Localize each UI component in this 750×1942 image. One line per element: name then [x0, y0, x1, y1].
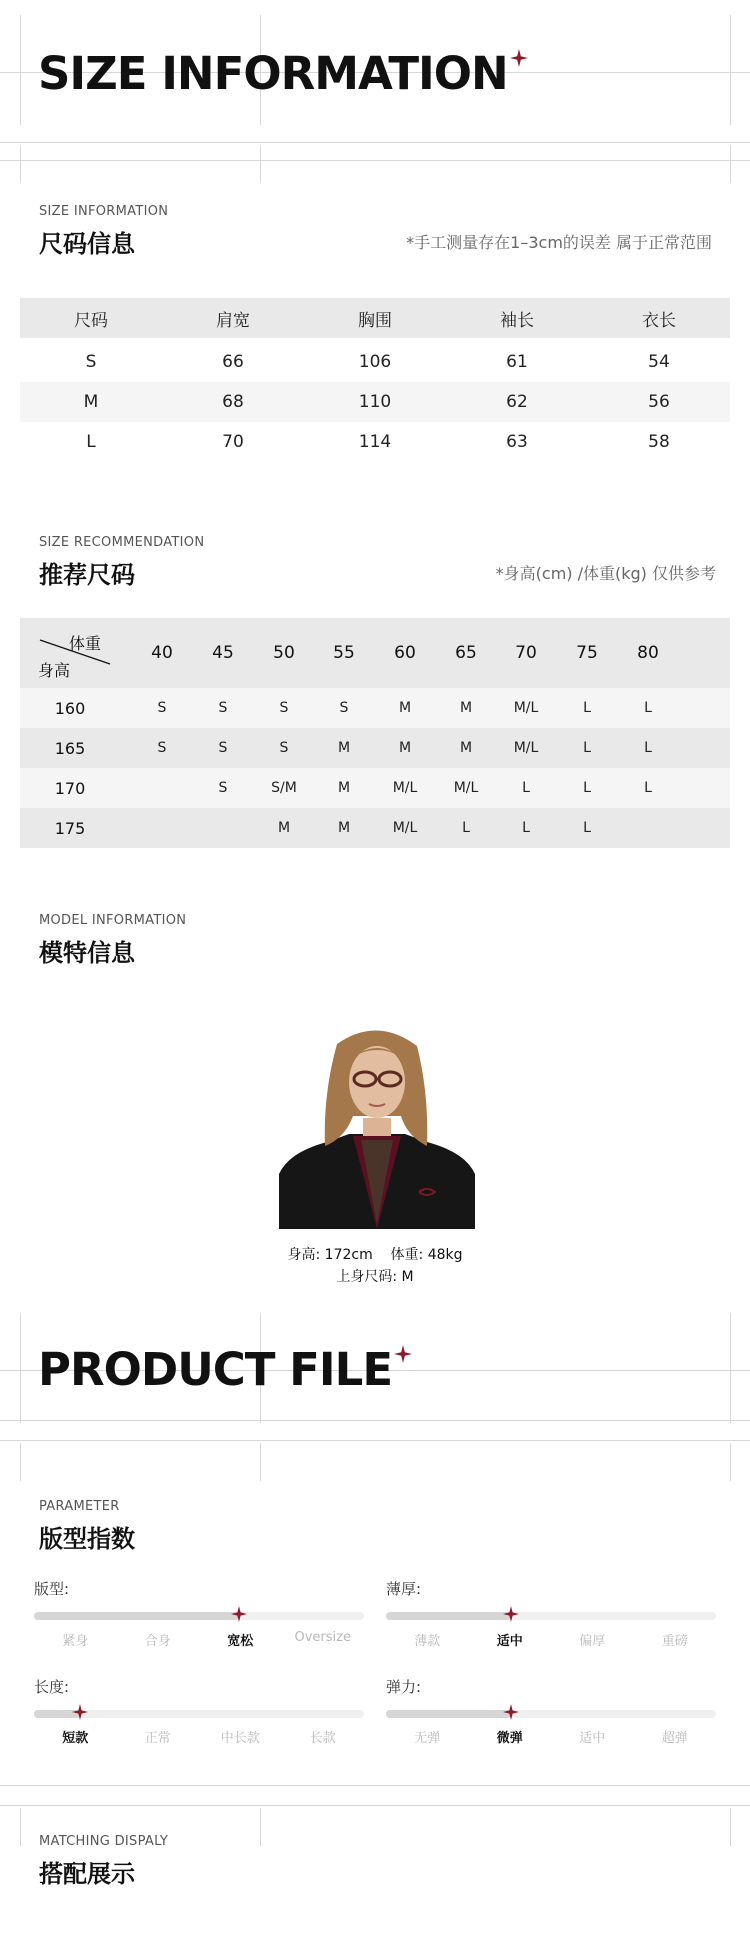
product-file-title-text: PRODUCT FILE	[38, 1343, 393, 1396]
table-cell: L	[583, 780, 591, 796]
table-cell: 110	[358, 392, 392, 412]
table-row	[20, 422, 730, 462]
height-label: 160	[54, 698, 86, 718]
size-header-cell: 衣长	[642, 310, 676, 331]
corner-weight-label: 体重	[69, 634, 102, 653]
table-cell: S	[339, 700, 349, 716]
parameter-section-en: PARAMETER	[39, 1499, 120, 1514]
parameter-option: 适中	[579, 1731, 606, 1746]
sparkle-icon	[394, 1345, 412, 1363]
parameter-option: 微弹	[496, 1731, 523, 1746]
matching-section-cn: 搭配展示	[39, 1860, 135, 1888]
sparkle-marker-icon	[503, 1606, 519, 1622]
table-cell: S	[279, 740, 289, 756]
table-cell: L	[583, 740, 591, 756]
table-cell: M/L	[392, 780, 418, 796]
parameter-slider-track	[34, 1710, 364, 1718]
weight-header: 75	[576, 643, 598, 663]
height-label: 175	[54, 818, 86, 838]
sparkle-marker-icon	[231, 1606, 247, 1622]
table-cell: M	[337, 740, 351, 756]
table-cell: 68	[222, 392, 244, 412]
table-cell: S/M	[271, 780, 297, 796]
parameter-label: 长度:	[34, 1678, 70, 1696]
parameter-option: 重磅	[661, 1634, 688, 1649]
size-header-cell: 袖长	[500, 310, 534, 331]
size-information-title	[38, 47, 528, 100]
parameter-option: 正常	[144, 1731, 171, 1746]
table-cell: L	[522, 780, 530, 796]
table-cell: 62	[506, 392, 528, 412]
weight-header: 65	[455, 643, 477, 663]
table-cell	[142, 808, 182, 848]
weight-header: 45	[212, 643, 234, 663]
table-cell: S	[218, 700, 228, 716]
table-cell: L	[644, 740, 652, 756]
table-cell: L	[644, 780, 652, 796]
table-row	[20, 688, 730, 728]
table-cell: 58	[648, 432, 670, 452]
table-cell: M	[459, 740, 473, 756]
table-cell: 70	[222, 432, 244, 452]
table-row	[20, 382, 730, 422]
table-cell: L	[583, 700, 591, 716]
table-cell: L	[462, 820, 470, 836]
table-cell: L	[522, 820, 530, 836]
table-cell: M	[398, 740, 412, 756]
weight-header: 60	[394, 643, 416, 663]
table-row	[20, 728, 730, 768]
table-cell: L	[583, 820, 591, 836]
table-cell: S	[279, 700, 289, 716]
table-row	[20, 768, 730, 808]
table-cell: S	[218, 740, 228, 756]
parameter-option: 无弹	[414, 1731, 441, 1746]
table-cell: M/L	[392, 820, 418, 836]
weight-header: 50	[273, 643, 295, 663]
matching-section-en: MATCHING DISPALY	[39, 1834, 169, 1849]
parameter-option: 中长款	[220, 1731, 260, 1746]
size-section-cn: 尺码信息	[39, 230, 135, 258]
parameter-slider-track	[386, 1710, 716, 1718]
parameter-slider-track	[386, 1612, 716, 1620]
sparkle-icon	[510, 49, 528, 67]
parameter-option: 短款	[62, 1731, 89, 1746]
parameter-option: 偏厚	[579, 1634, 606, 1649]
parameter-label: 版型:	[34, 1580, 70, 1598]
table-row	[20, 342, 730, 382]
weight-header: 80	[637, 643, 659, 663]
parameter-slider-track	[34, 1612, 364, 1620]
model-stats-line2: 上身尺码: M	[336, 1269, 414, 1285]
table-cell: S	[85, 352, 97, 372]
corner-height-label: 身高	[38, 661, 71, 680]
table-cell: S	[218, 780, 228, 796]
model-stats-line1: 身高: 172cm 体重: 48kg	[287, 1247, 463, 1263]
table-cell	[203, 808, 243, 848]
parameter-option: Oversize	[294, 1630, 351, 1645]
table-cell: M	[83, 392, 99, 412]
size-header-cell: 尺码	[74, 310, 108, 331]
table-cell: L	[644, 700, 652, 716]
parameter-section-cn: 版型指数	[39, 1525, 135, 1553]
product-file-title	[38, 1343, 412, 1396]
weight-header: 70	[515, 643, 537, 663]
table-cell: M	[277, 820, 291, 836]
table-cell: M/L	[513, 700, 539, 716]
recommend-section-cn: 推荐尺码	[39, 561, 135, 589]
table-cell: 54	[648, 352, 670, 372]
size-section-en: SIZE INFORMATION	[39, 204, 169, 219]
table-cell: M	[459, 700, 473, 716]
parameter-option: 薄款	[414, 1634, 441, 1649]
parameter-option: 紧身	[62, 1634, 89, 1649]
weight-header: 40	[151, 643, 173, 663]
size-information-title-text: SIZE INFORMATION	[38, 47, 508, 100]
table-cell: M/L	[453, 780, 479, 796]
height-label: 170	[54, 778, 86, 798]
table-cell	[142, 768, 182, 808]
table-cell	[628, 808, 668, 848]
table-cell: 106	[358, 352, 392, 372]
table-cell: M	[337, 820, 351, 836]
size-table-header	[20, 298, 730, 338]
size-header-cell: 胸围	[358, 310, 392, 331]
sparkle-marker-icon	[503, 1704, 519, 1720]
parameter-option: 合身	[144, 1634, 171, 1649]
sparkle-marker-icon	[72, 1704, 88, 1720]
parameter-label: 弹力:	[386, 1678, 422, 1696]
table-cell: 114	[358, 432, 392, 452]
model-section-en: MODEL INFORMATION	[39, 913, 187, 928]
table-cell: M	[337, 780, 351, 796]
parameter-slider-fill	[34, 1612, 239, 1620]
table-cell: M/L	[513, 740, 539, 756]
parameter-label: 薄厚:	[386, 1580, 422, 1598]
height-label: 165	[54, 738, 86, 758]
parameter-slider-fill	[386, 1612, 511, 1620]
recommend-note: *身高(cm) /体重(kg) 仅供参考	[495, 564, 716, 583]
model-section-cn: 模特信息	[39, 939, 135, 967]
size-note: *手工测量存在1–3cm的误差 属于正常范围	[406, 233, 712, 252]
parameter-option: 长款	[309, 1731, 336, 1746]
table-cell: S	[157, 740, 167, 756]
weight-header: 55	[333, 643, 355, 663]
table-cell: 61	[506, 352, 528, 372]
recommend-table-header	[20, 618, 730, 688]
parameter-slider-fill	[386, 1710, 511, 1718]
size-header-cell: 肩宽	[216, 310, 250, 331]
model-photo	[279, 1024, 475, 1229]
parameter-option: 超弹	[661, 1731, 688, 1746]
table-cell: S	[157, 700, 167, 716]
recommend-section-en: SIZE RECOMMENDATION	[39, 535, 205, 550]
table-cell: 63	[506, 432, 528, 452]
table-cell: L	[86, 432, 96, 452]
table-row	[20, 808, 730, 848]
table-cell: 56	[648, 392, 670, 412]
table-cell: M	[398, 700, 412, 716]
parameter-option: 适中	[496, 1634, 523, 1649]
table-cell: 66	[222, 352, 244, 372]
parameter-option: 宽松	[227, 1634, 254, 1649]
